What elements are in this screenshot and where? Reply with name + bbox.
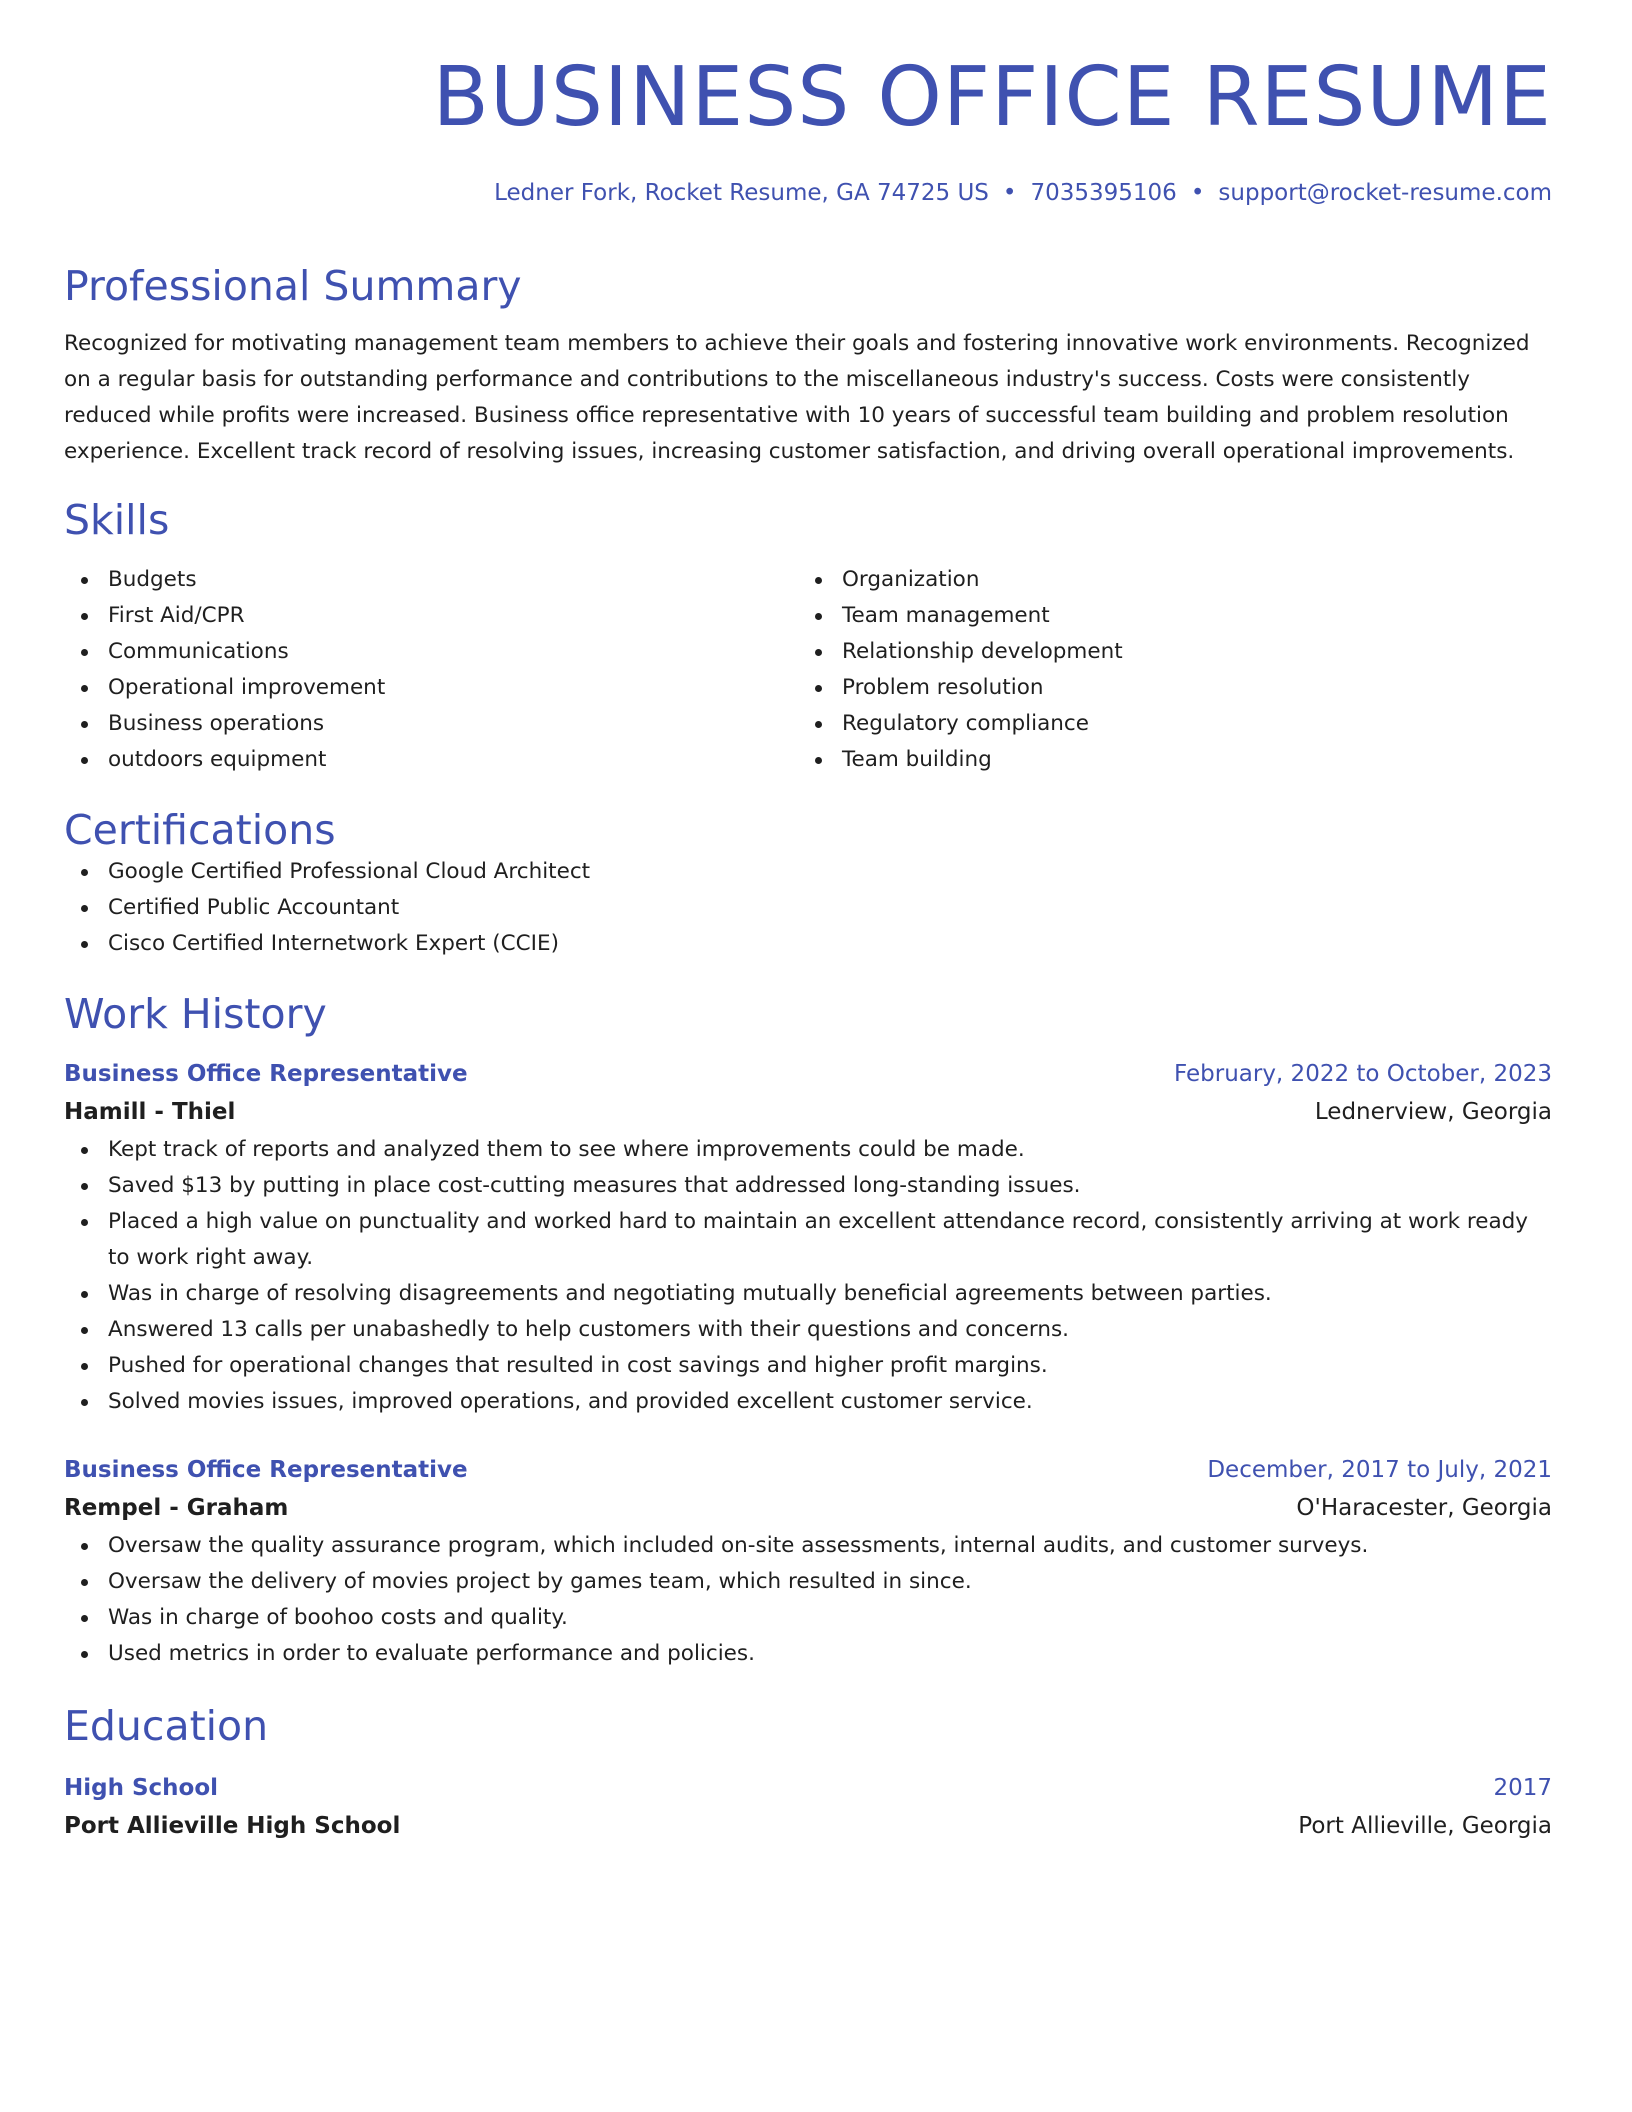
education-degree: High School [64, 1775, 219, 1801]
job-header-row [64, 1452, 1552, 1488]
certification-item: Cisco Certified Internetwork Expert (CCIE) [64, 926, 1552, 962]
resume-page [64, 48, 1552, 1846]
education-header-row [64, 1770, 1552, 1806]
skill-item: Budgets [64, 562, 798, 598]
job-duties-list [64, 1528, 1552, 1672]
job-location: Lednerview, Georgia [1314, 1099, 1552, 1125]
education-location: Port Allieville, Georgia [1298, 1813, 1552, 1839]
job-company: Rempel - Graham [64, 1495, 289, 1521]
job-duty: Kept track of reports and analyzed them to see where improvements could be made. [64, 1132, 1552, 1168]
certifications-heading: Certifications [64, 806, 336, 854]
job-duty: Used metrics in order to evaluate performance and policies. [64, 1636, 1552, 1672]
skills-list-left [64, 562, 798, 778]
job-company-row [64, 1092, 1552, 1132]
job-dates: December, 2017 to July, 2021 [1207, 1457, 1552, 1483]
skills-list-right [798, 562, 1532, 778]
education-year: 2017 [1493, 1775, 1552, 1801]
job-duty: Was in charge of boohoo costs and quality. [64, 1600, 1552, 1636]
skill-item: Team building [798, 742, 1532, 778]
skill-item: First Aid/CPR [64, 598, 798, 634]
job-entry [64, 1452, 1552, 1672]
job-header-row [64, 1056, 1552, 1092]
skill-item: Operational improvement [64, 670, 798, 706]
certifications-list [64, 854, 1552, 962]
skill-item: Team management [798, 598, 1532, 634]
skill-item: Communications [64, 634, 798, 670]
job-duty: Answered 13 calls per unabashedly to help customers with their questions and concerns. [64, 1312, 1552, 1348]
skill-item: Problem resolution [798, 670, 1532, 706]
job-location: O'Haracester, Georgia [1296, 1495, 1552, 1521]
skill-item: outdoors equipment [64, 742, 798, 778]
job-title: Business Office Representative [64, 1061, 468, 1087]
skill-item: Business operations [64, 706, 798, 742]
contact-address: Ledner Fork, Rocket Resume, GA 74725 US [494, 180, 989, 206]
certifications-section [64, 806, 1552, 962]
work-history-heading: Work History [64, 990, 327, 1038]
certification-item: Certified Public Accountant [64, 890, 1552, 926]
job-company-row [64, 1488, 1552, 1528]
summary-heading: Professional Summary [64, 262, 522, 310]
contact-line [64, 178, 1552, 208]
work-history-section [64, 990, 1552, 1672]
job-entry [64, 1056, 1552, 1420]
job-duty: Saved $13 by putting in place cost-cutting measures that addressed long-standing issues. [64, 1168, 1552, 1204]
resume-title: BUSINESS OFFICE RESUME [432, 50, 1552, 145]
contact-separator: • [1190, 180, 1205, 206]
job-duty: Solved movies issues, improved operations, and provided excellent customer service. [64, 1384, 1552, 1420]
job-dates: February, 2022 to October, 2023 [1174, 1061, 1552, 1087]
skill-item: Organization [798, 562, 1532, 598]
job-duty: Was in charge of resolving disagreements and negotiating mutually beneficial agreements between parties. [64, 1276, 1552, 1312]
job-duty: Oversaw the delivery of movies project by games team, which resulted in since. [64, 1564, 1552, 1600]
summary-text: Recognized for motivating management team members to achieve their goals and fostering innovative work environments. Recognized on a regular basis for outstanding performance and contributions to the miscellaneous industry's success. Costs were consistently reduced while profits were increased. Business office representative with 10 years of successful team building and problem resolution experience. Excellent track record of resolving issues, increasing customer satisfaction, and driving overall operational improvements. [64, 331, 1530, 464]
skills-heading: Skills [64, 496, 170, 544]
job-duty: Pushed for operational changes that resulted in cost savings and higher profit margins. [64, 1348, 1552, 1384]
education-entry [64, 1770, 1552, 1846]
education-school: Port Allieville High School [64, 1813, 401, 1839]
education-section [64, 1702, 1552, 1846]
skills-section [64, 496, 1552, 778]
skills-grid [64, 562, 1552, 778]
job-duties-list [64, 1132, 1552, 1420]
job-title: Business Office Representative [64, 1457, 468, 1483]
education-school-row [64, 1806, 1552, 1846]
skill-item: Relationship development [798, 634, 1532, 670]
contact-separator: • [1002, 180, 1017, 206]
job-duty: Oversaw the quality assurance program, which included on-site assessments, internal audits, and customer surveys. [64, 1528, 1552, 1564]
summary-section [64, 262, 1552, 470]
contact-phone: 7035395106 [1030, 180, 1177, 206]
certification-item: Google Certified Professional Cloud Architect [64, 854, 1552, 890]
job-duty: Placed a high value on punctuality and worked hard to maintain an excellent attendance record, consistently arriving at work ready to work right away. [64, 1204, 1552, 1276]
skill-item: Regulatory compliance [798, 706, 1532, 742]
contact-email: support@rocket-resume.com [1218, 180, 1552, 206]
education-heading: Education [64, 1702, 269, 1750]
job-company: Hamill - Thiel [64, 1099, 236, 1125]
